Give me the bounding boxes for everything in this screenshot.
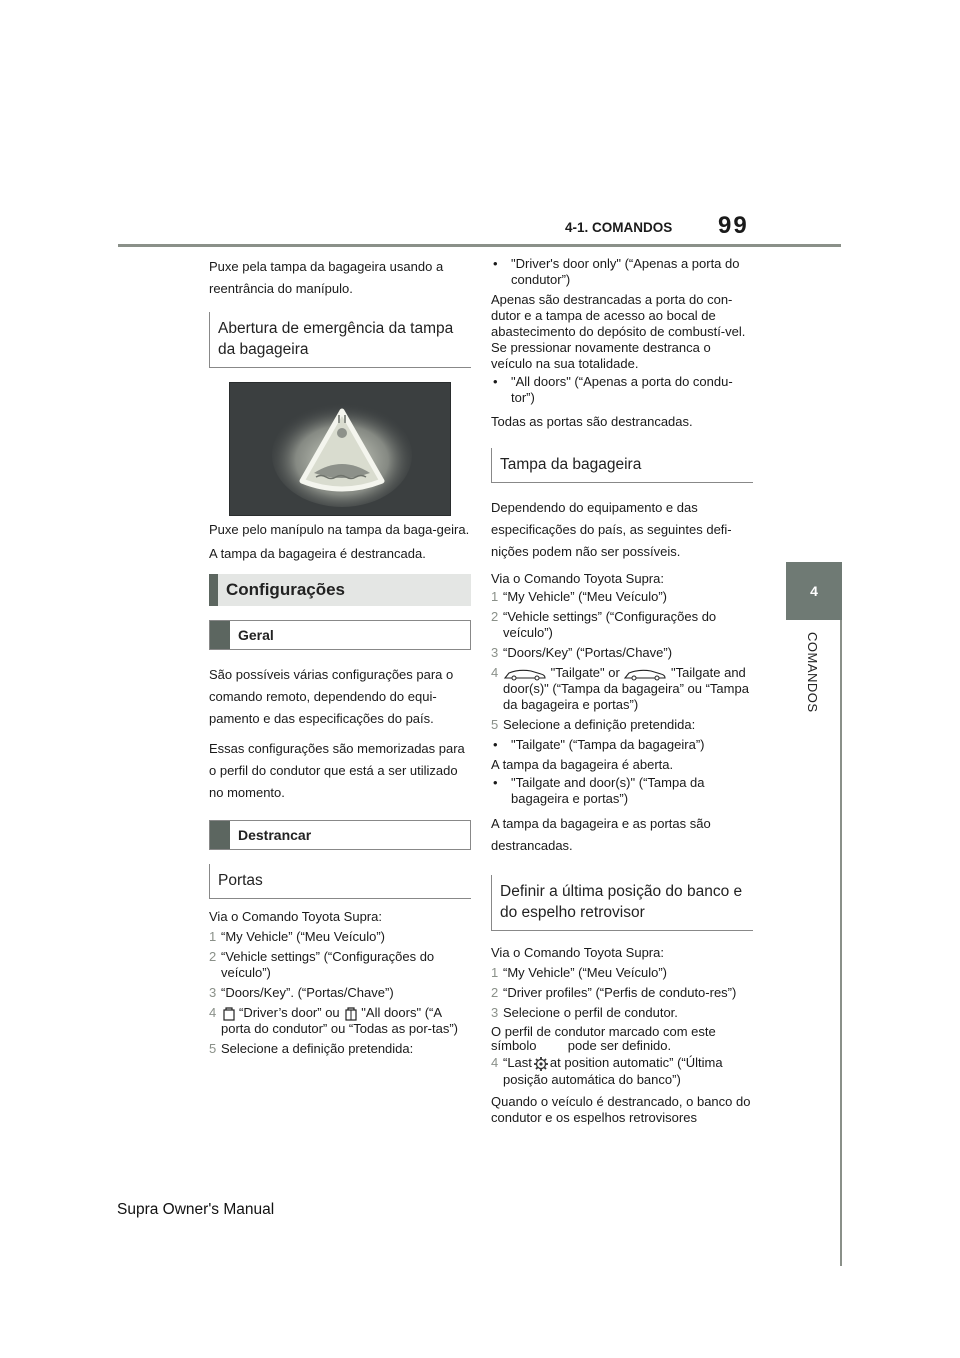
- list-item: 2 “Driver profiles” (“Perfis de conduto-res”): [491, 985, 737, 1000]
- list-item: 4 “Last at position automatic” (“Última posição automática do banco”): [491, 1055, 723, 1087]
- all-doors-icon: [343, 1007, 361, 1021]
- list-item: 4 “Driver’s door” ou "All doors" (“A porta do condutor” ou “Todas as por-tas”): [209, 1005, 459, 1036]
- geral-paragraph-1: São possíveis várias configurações para o comando remoto, dependendo do equi-pamento e das especificações do país.: [209, 667, 454, 726]
- emergency-heading: Abertura de emergência da tampa da bagageira: [209, 312, 471, 368]
- footer-title: Supra Owner's Manual: [117, 1201, 275, 1218]
- side-rule: [840, 620, 842, 1266]
- trunk-handle-icon: [230, 383, 450, 515]
- list-item: 5 Selecione a definição pretendida:: [209, 1041, 414, 1056]
- list-item: • "Tailgate" (“Tampa da bagageira”): [493, 737, 705, 752]
- bullet-description: Todas as portas são destrancadas.: [491, 414, 693, 429]
- geral-heading-label: Geral: [238, 627, 274, 643]
- left-column: [209, 256, 471, 1061]
- list-item: 1 “My Vehicle” (“Meu Veículo”): [491, 589, 667, 604]
- via-text: Via o Comando Toyota Supra:: [491, 571, 664, 586]
- list-item: 4 "Tailgate" or "Tailgate and door(s)" (“Tampa da bagageira” ou “Tampa da bagageira e portas”): [491, 665, 749, 712]
- config-heading-label: Configurações: [226, 580, 346, 599]
- gear-icon: [532, 1056, 550, 1072]
- profile-note: O perfil de condutor marcado com este símbolo pode ser definido.: [491, 1024, 716, 1053]
- section-title: 4-1. COMANDOS: [565, 220, 673, 235]
- bullet-description: Apenas são destrancadas a porta do con-dutor e a tampa de acesso ao bocal de abastecimento do depósito de combustí-vel. Se pressionar novamente destranca o veículo na sua totalidade.: [491, 292, 746, 371]
- portas-heading: Portas: [209, 864, 471, 899]
- final-paragraph: Quando o veículo é destrancado, o banco do condutor e os espelhos retrovisores: [491, 1093, 751, 1125]
- heading-block: [210, 621, 230, 649]
- header-rule: [118, 244, 841, 247]
- list-item: 1 “My Vehicle” (“Meu Veículo”): [209, 929, 385, 944]
- tampa-heading: Tampa da bagageira: [491, 448, 753, 483]
- heading-block: [210, 821, 230, 849]
- geral-paragraph-2: Essas configurações são memorizadas para o perfil do condutor que está a ser utilizado no momento.: [209, 741, 465, 800]
- list-item: 3 Selecione o perfil de condutor.: [491, 1005, 678, 1020]
- destrancar-heading-label: Destrancar: [238, 827, 312, 843]
- single-door-icon: [221, 1007, 239, 1021]
- list-item: • "Tailgate and door(s)" (“Tampa da bagageira e portas”): [493, 775, 705, 806]
- heading-bar: [209, 574, 218, 606]
- bullet-description: A tampa da bagageira e as portas são destrancadas.: [491, 816, 711, 853]
- list-item: 2 “Vehicle settings” (“Configurações do veículo”): [491, 609, 717, 640]
- trunk-handle-figure: [229, 382, 451, 516]
- page-number: 99: [718, 212, 749, 239]
- car-tailgate-doors-icon: [623, 667, 667, 681]
- chapter-tab: 4: [786, 562, 842, 620]
- list-item: 3 “Doors/Key”. (“Portas/Chave”): [209, 985, 394, 1000]
- bullet-description: A tampa da bagageira é aberta.: [491, 757, 674, 772]
- figure-caption: Puxe pelo manípulo na tampa da baga-geira.: [209, 522, 470, 537]
- intro-text: Puxe pela tampa da bagageira usando a reentrância do manípulo.: [209, 259, 444, 296]
- list-item: 5 Selecione a definição pretendida:: [491, 717, 696, 732]
- via-text: Via o Comando Toyota Supra:: [491, 945, 664, 960]
- via-text: Via o Comando Toyota Supra:: [209, 909, 382, 924]
- list-item: 3 “Doors/Key” (“Portas/Chave”): [491, 645, 673, 660]
- list-item: • "Driver's door only" (“Apenas a porta do condutor”): [493, 256, 740, 287]
- right-column: [491, 256, 753, 1134]
- list-item: 1 “My Vehicle” (“Meu Veículo”): [491, 965, 667, 980]
- config-heading: [209, 574, 471, 606]
- tampa-paragraph: Dependendo do equipamento e das especificações do país, as seguintes defi-nições podem não ser possíveis.: [491, 500, 732, 559]
- last-position-heading: Definir a última posição do banco e do espelho retrovisor: [491, 875, 753, 931]
- geral-heading: [209, 620, 471, 650]
- figure-result: A tampa da bagageira é destrancada.: [209, 546, 426, 561]
- list-item: 2 “Vehicle settings” (“Configurações do veículo”): [209, 949, 435, 980]
- destrancar-heading: [209, 820, 471, 850]
- list-item: • "All doors" (“Apenas a porta do condu-tor”): [493, 374, 733, 405]
- car-tailgate-icon: [503, 667, 547, 681]
- chapter-label: COMANDOS: [805, 632, 820, 713]
